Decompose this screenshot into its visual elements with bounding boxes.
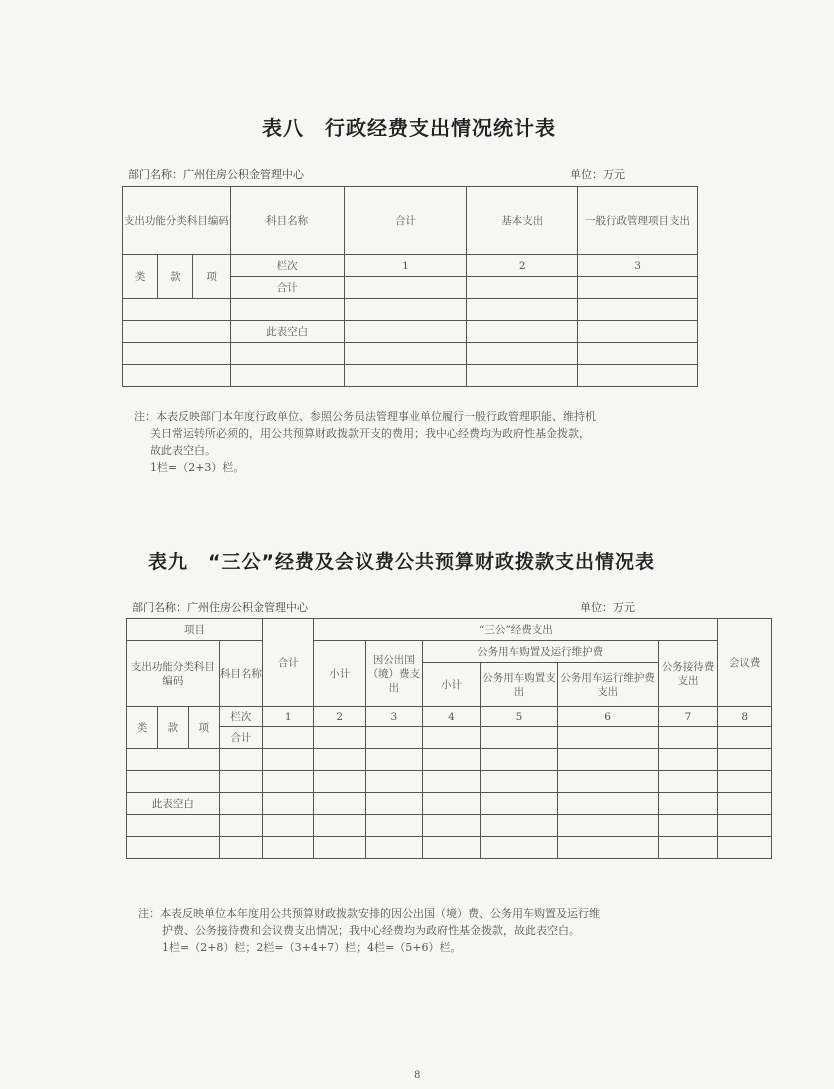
t8-heji: 合计 <box>230 277 344 299</box>
note-line: 1栏=（2+8）栏；2栏=（3+4+7）栏；4栏=（5+6）栏。 <box>162 941 462 954</box>
table-cell <box>718 793 772 815</box>
t8-header-kuan: 款 <box>158 255 193 299</box>
table-cell <box>718 815 772 837</box>
table-cell <box>365 815 422 837</box>
t9-header-car-subtotal: 小计 <box>422 663 481 707</box>
table-cell <box>467 321 578 343</box>
table-cell <box>578 343 698 365</box>
table-cell <box>365 771 422 793</box>
table-cell <box>481 749 557 771</box>
t9-col-7: 7 <box>658 707 718 727</box>
t8-header-general: 一般行政管理项目支出 <box>578 187 698 255</box>
table-cell <box>127 837 220 859</box>
t9-header-car-group: 公务用车购置及运行维护费 <box>422 641 658 663</box>
t8-col-1: 1 <box>344 255 467 277</box>
table-cell <box>365 837 422 859</box>
table-cell <box>230 299 344 321</box>
table-row <box>123 365 698 387</box>
note-line: 护费、公务接待费和会议费支出情况；我中心经费均为政府性基金拨款，故此表空白。 <box>162 924 580 937</box>
t8-col-2: 2 <box>467 255 578 277</box>
table-cell <box>481 771 557 793</box>
table-cell <box>344 365 467 387</box>
table-cell <box>219 749 262 771</box>
t9-header-meeting: 会议费 <box>718 619 772 707</box>
table-cell <box>557 793 658 815</box>
t9-header-total: 合计 <box>262 619 314 707</box>
t9-header-item: 项目 <box>127 619 263 641</box>
table-cell <box>344 277 467 299</box>
t9-header-func-class: 支出功能分类科目编码 <box>127 641 220 707</box>
t9-header-kuan: 款 <box>157 707 188 749</box>
table-cell <box>578 321 698 343</box>
table-cell <box>219 793 262 815</box>
table-row <box>127 837 772 859</box>
table8-unit: 单位：万元 <box>570 168 625 181</box>
table-cell <box>422 749 481 771</box>
table-cell <box>557 749 658 771</box>
table-row <box>123 321 698 343</box>
table-cell <box>557 727 658 749</box>
table8-title: 表八 行政经费支出情况统计表 <box>262 116 556 140</box>
table-cell <box>578 277 698 299</box>
table-cell <box>422 727 481 749</box>
table-cell <box>123 299 231 321</box>
t9-header-lei: 类 <box>127 707 158 749</box>
table-cell <box>718 727 772 749</box>
table-cell <box>262 771 314 793</box>
t9-col-3: 3 <box>365 707 422 727</box>
table-cell <box>365 749 422 771</box>
table9-notes <box>138 905 600 956</box>
table8-dept-name: 部门名称：广州住房公积金管理中心 <box>128 168 304 181</box>
t9-blank-text: 此表空白 <box>127 793 220 815</box>
note-line: 注：本表反映部门本年度行政单位、参照公务员法管理事业单位履行一般行政管理职能、维持机 <box>134 410 596 423</box>
table-cell <box>658 815 718 837</box>
table-cell <box>481 793 557 815</box>
t9-col-2: 2 <box>314 707 366 727</box>
t8-header-func-class: 支出功能分类科目编码 <box>123 187 231 255</box>
t8-blank-text: 此表空白 <box>230 321 344 343</box>
table-cell <box>123 321 231 343</box>
t8-header-lei: 类 <box>123 255 158 299</box>
table-cell <box>314 793 366 815</box>
table-cell <box>481 815 557 837</box>
table-cell <box>365 793 422 815</box>
table-cell <box>467 343 578 365</box>
table-cell <box>557 837 658 859</box>
table-cell <box>422 771 481 793</box>
table-cell <box>314 837 366 859</box>
t9-header-car-buy: 公务用车购置支出 <box>481 663 557 707</box>
t9-col-4: 4 <box>422 707 481 727</box>
table-cell <box>123 365 231 387</box>
table-cell <box>230 343 344 365</box>
page-number: 8 <box>414 1070 421 1081</box>
table-cell <box>658 771 718 793</box>
t9-header-reception: 公务接待费支出 <box>658 641 718 707</box>
table-cell <box>262 749 314 771</box>
table-row <box>127 793 772 815</box>
table-cell <box>344 321 467 343</box>
table-cell <box>123 343 231 365</box>
t9-col-1: 1 <box>262 707 314 727</box>
table-cell <box>658 727 718 749</box>
t8-col-3: 3 <box>578 255 698 277</box>
table-cell <box>219 815 262 837</box>
t8-lanci: 栏次 <box>230 255 344 277</box>
table-cell <box>658 793 718 815</box>
t8-header-subject: 科目名称 <box>230 187 344 255</box>
table-cell <box>262 727 314 749</box>
table-cell <box>365 727 422 749</box>
table-cell <box>344 343 467 365</box>
table-row <box>127 749 772 771</box>
table-cell <box>127 771 220 793</box>
table-cell <box>422 793 481 815</box>
table-cell <box>481 727 557 749</box>
table-cell <box>344 299 467 321</box>
note-line: 注：本表反映单位本年度用公共预算财政拨款安排的因公出国（境）费、公务用车购置及运行维 <box>138 907 600 920</box>
t8-header-xiang: 项 <box>193 255 230 299</box>
t9-heji: 合计 <box>219 727 262 749</box>
table-cell <box>557 815 658 837</box>
t9-header-abroad: 因公出国（境）费支出 <box>365 641 422 707</box>
table-cell <box>262 793 314 815</box>
table-cell <box>422 837 481 859</box>
note-line: 关日常运转所必须的，用公共预算财政拨款开支的费用；我中心经费均为政府性基金拨款， <box>150 427 590 440</box>
note-line: 故此表空白。 <box>150 444 216 457</box>
t9-header-xiang: 项 <box>188 707 219 749</box>
table-cell <box>262 837 314 859</box>
table-cell <box>314 771 366 793</box>
table-cell <box>422 815 481 837</box>
table-cell <box>467 365 578 387</box>
table8-notes <box>134 408 596 476</box>
table-cell <box>467 277 578 299</box>
table-cell <box>219 837 262 859</box>
table-cell <box>127 749 220 771</box>
table-cell <box>230 365 344 387</box>
table-cell <box>481 837 557 859</box>
table-cell <box>578 299 698 321</box>
t9-header-subject: 科目名称 <box>219 641 262 707</box>
t9-header-car-run: 公务用车运行维护费支出 <box>557 663 658 707</box>
table-cell <box>557 771 658 793</box>
table-cell <box>262 815 314 837</box>
table-cell <box>314 727 366 749</box>
table-cell <box>314 815 366 837</box>
t9-header-sangong: “三公”经费支出 <box>314 619 718 641</box>
table-row <box>123 343 698 365</box>
table9-unit: 单位：万元 <box>580 601 635 614</box>
table-cell <box>718 749 772 771</box>
table-row <box>127 815 772 837</box>
table9-dept-name: 部门名称：广州住房公积金管理中心 <box>132 601 308 614</box>
table-cell <box>578 365 698 387</box>
t9-col-5: 5 <box>481 707 557 727</box>
table-cell <box>467 299 578 321</box>
table-cell <box>314 749 366 771</box>
t9-header-subtotal: 小计 <box>314 641 366 707</box>
t9-lanci: 栏次 <box>219 707 262 727</box>
t8-header-total: 合计 <box>344 187 467 255</box>
table9 <box>126 618 772 859</box>
table8 <box>122 186 698 387</box>
table-row <box>127 771 772 793</box>
table-cell <box>219 771 262 793</box>
t9-col-8: 8 <box>718 707 772 727</box>
t8-header-basic: 基本支出 <box>467 187 578 255</box>
table9-title: 表九 “三公”经费及会议费公共预算财政拨款支出情况表 <box>148 551 655 573</box>
table-cell <box>658 749 718 771</box>
table-cell <box>127 815 220 837</box>
note-line: 1栏=（2+3）栏。 <box>150 461 245 474</box>
table-cell <box>718 771 772 793</box>
table-cell <box>718 837 772 859</box>
table-row <box>123 299 698 321</box>
t9-col-6: 6 <box>557 707 658 727</box>
table-cell <box>658 837 718 859</box>
